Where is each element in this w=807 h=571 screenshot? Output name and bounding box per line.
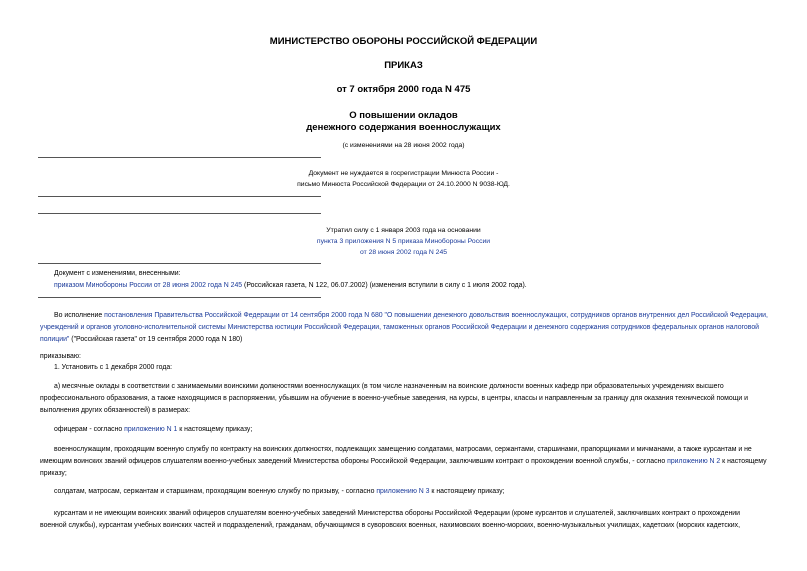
contract-link[interactable]: приложению N 2 [667, 458, 721, 465]
expired-note-line1: Утратил силу с 1 января 2003 года на основании [326, 227, 481, 234]
divider [38, 297, 321, 298]
registration-note-line1: Документ не нуждается в госрегистрации Минюста России - [308, 170, 499, 177]
point-1: 1. Установить с 1 декабря 2000 года: [54, 364, 173, 371]
point-a-paragraph: а) месячные оклады в соответствии с занимаемыми воинскими должностями военнослужащих (в том числе назначенным на воинские должности военных кафедр при образовательных учреждениях высшего профессионального образования, а также находящимся в распоряжении, убывшим на обучение в военно-учебные заведения, на курсы, в центры, классы и направленным за границу для оказания технической помощи и выполнения других обязанностей) в размерах: [40, 383, 748, 414]
expired-link-line3[interactable]: от 28 июня 2002 года N 245 [359, 249, 448, 256]
divider [38, 157, 321, 158]
contract-text: военнослужащим, проходящим военную службу по контракту на воинских должностях, подлежащих замещению солдатами, матросами, сержантами, старшинами, прапорщиками и мичманами, а также курсантам и не имеющим воинских званий офицеров слушателям военно-учебных заведений Министерства обороны Российской Федерации, заключившим контракт о прохождении военной службы, - согласно [40, 446, 752, 465]
expired-link-line2[interactable]: пункта 3 приложения N 5 приказа Минобороны России [316, 238, 491, 245]
title-line-1: О повышении окладов [349, 110, 458, 121]
conscripts-paragraph [54, 486, 504, 498]
title-line-2: денежного содержания военнослужащих [306, 122, 501, 133]
intro-prefix: Во исполнение [54, 312, 105, 319]
intro-paragraph [40, 310, 768, 346]
conscripts-link[interactable]: приложению N 3 [376, 488, 430, 495]
registration-note-line2: письмо Минюста Российской Федерации от 24.10.2000 N 9038-ЮД. [297, 181, 510, 188]
contract-paragraph [40, 444, 768, 480]
amendments-label: Документ с изменениями, внесенными: [54, 270, 181, 277]
conscripts-tail: к настоящему приказу; [429, 488, 505, 495]
intro-tail: ("Российская газета" от 19 сентября 2000 года N 180) [69, 336, 243, 343]
conscripts-prefix: солдатам, матросам, сержантам и старшинам, проходящим военную службу по призыву, - согласно [54, 488, 377, 495]
order-word: приказываю: [40, 353, 81, 360]
divider [38, 196, 321, 197]
contract-tail: к настоящему приказу; [40, 458, 767, 477]
divider [38, 213, 321, 214]
divider [38, 263, 321, 264]
officers-paragraph [54, 424, 252, 436]
doc-type-heading: ПРИКАЗ [384, 60, 423, 71]
amendments-tail: (Российская газета, N 122, 06.07.2002) (изменения вступили в силу с 1 июля 2002 года). [242, 282, 527, 289]
officers-prefix: офицерам - согласно [54, 426, 125, 433]
officers-tail: к настоящему приказу; [177, 426, 253, 433]
amendments-paragraph [54, 280, 774, 292]
amendments-link[interactable]: приказом Минобороны России от 28 июня 2002 года N 245 [54, 282, 243, 289]
changes-note: (с изменениями на 28 июня 2002 года) [342, 142, 465, 149]
date-number-heading: от 7 октября 2000 года N 475 [336, 84, 471, 95]
intro-link[interactable]: постановления Правительства Российской Федерации от 14 сентября 2000 года N 680 "О повышении денежного довольствия военнослужащих, сотрудников органов внутренних дел Российской Федерации, учреждений и органов уголовно-исполнительной системы Министерства юстиции Российской Федерации, таможенных органов Российской Федерации и денежного содержания сотрудников федеральных органов налоговой полиции" [40, 312, 768, 343]
ministry-heading: МИНИСТЕРСТВО ОБОРОНЫ РОССИЙСКОЙ ФЕДЕРАЦИИ [269, 36, 538, 47]
officers-link[interactable]: приложению N 1 [124, 426, 178, 433]
cadets-paragraph: курсантам и не имеющим воинских званий офицеров слушателям военно-учебных заведений Министерства обороны Российской Федерации (кроме курсантов и слушателей, заключивших контракт о прохождении военной службы), курсантам учебных воинских частей и подразделений, гражданам, обучающимся в суворовских военных, нахимовских военно-морских, военно-музыкальных училищах, кадетских (морских кадетских, [40, 510, 741, 529]
